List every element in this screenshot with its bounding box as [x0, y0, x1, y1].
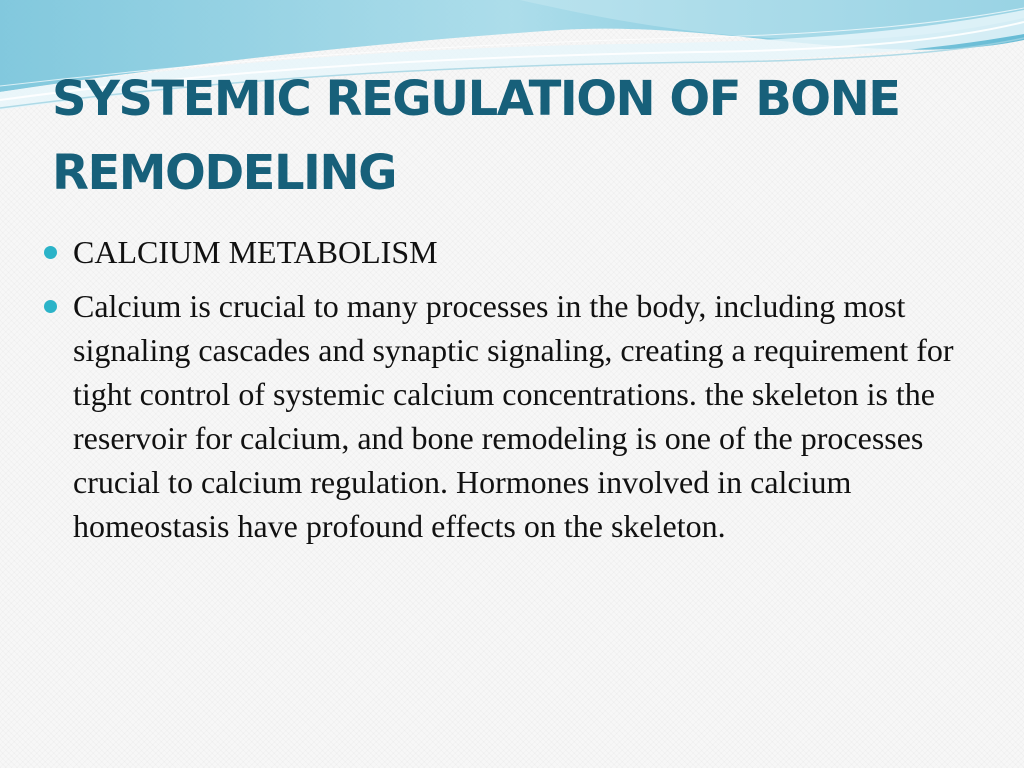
- bullet-text: CALCIUM METABOLISM: [73, 234, 438, 270]
- slide-title: SYSTEMIC REGULATION OF BONE REMODELING: [52, 71, 900, 201]
- bullet-icon: [44, 246, 57, 259]
- bullet-list: [0, 230, 1024, 558]
- bullet-icon: [44, 300, 57, 313]
- bullet-item-calcium-metabolism: [0, 230, 1024, 274]
- bullet-item-calcium-description: [0, 284, 1024, 548]
- bullet-text: Calcium is crucial to many processes in the body, including most signaling cascades and synaptic signaling, creating a requirement for tight control of systemic calcium concentrations. the skeleton is the reservoir for calcium, and bone remodeling is one of the processes crucial to calcium regulation. Hormones involved in calcium homeostasis have profound effects on the skeleton.: [73, 288, 954, 544]
